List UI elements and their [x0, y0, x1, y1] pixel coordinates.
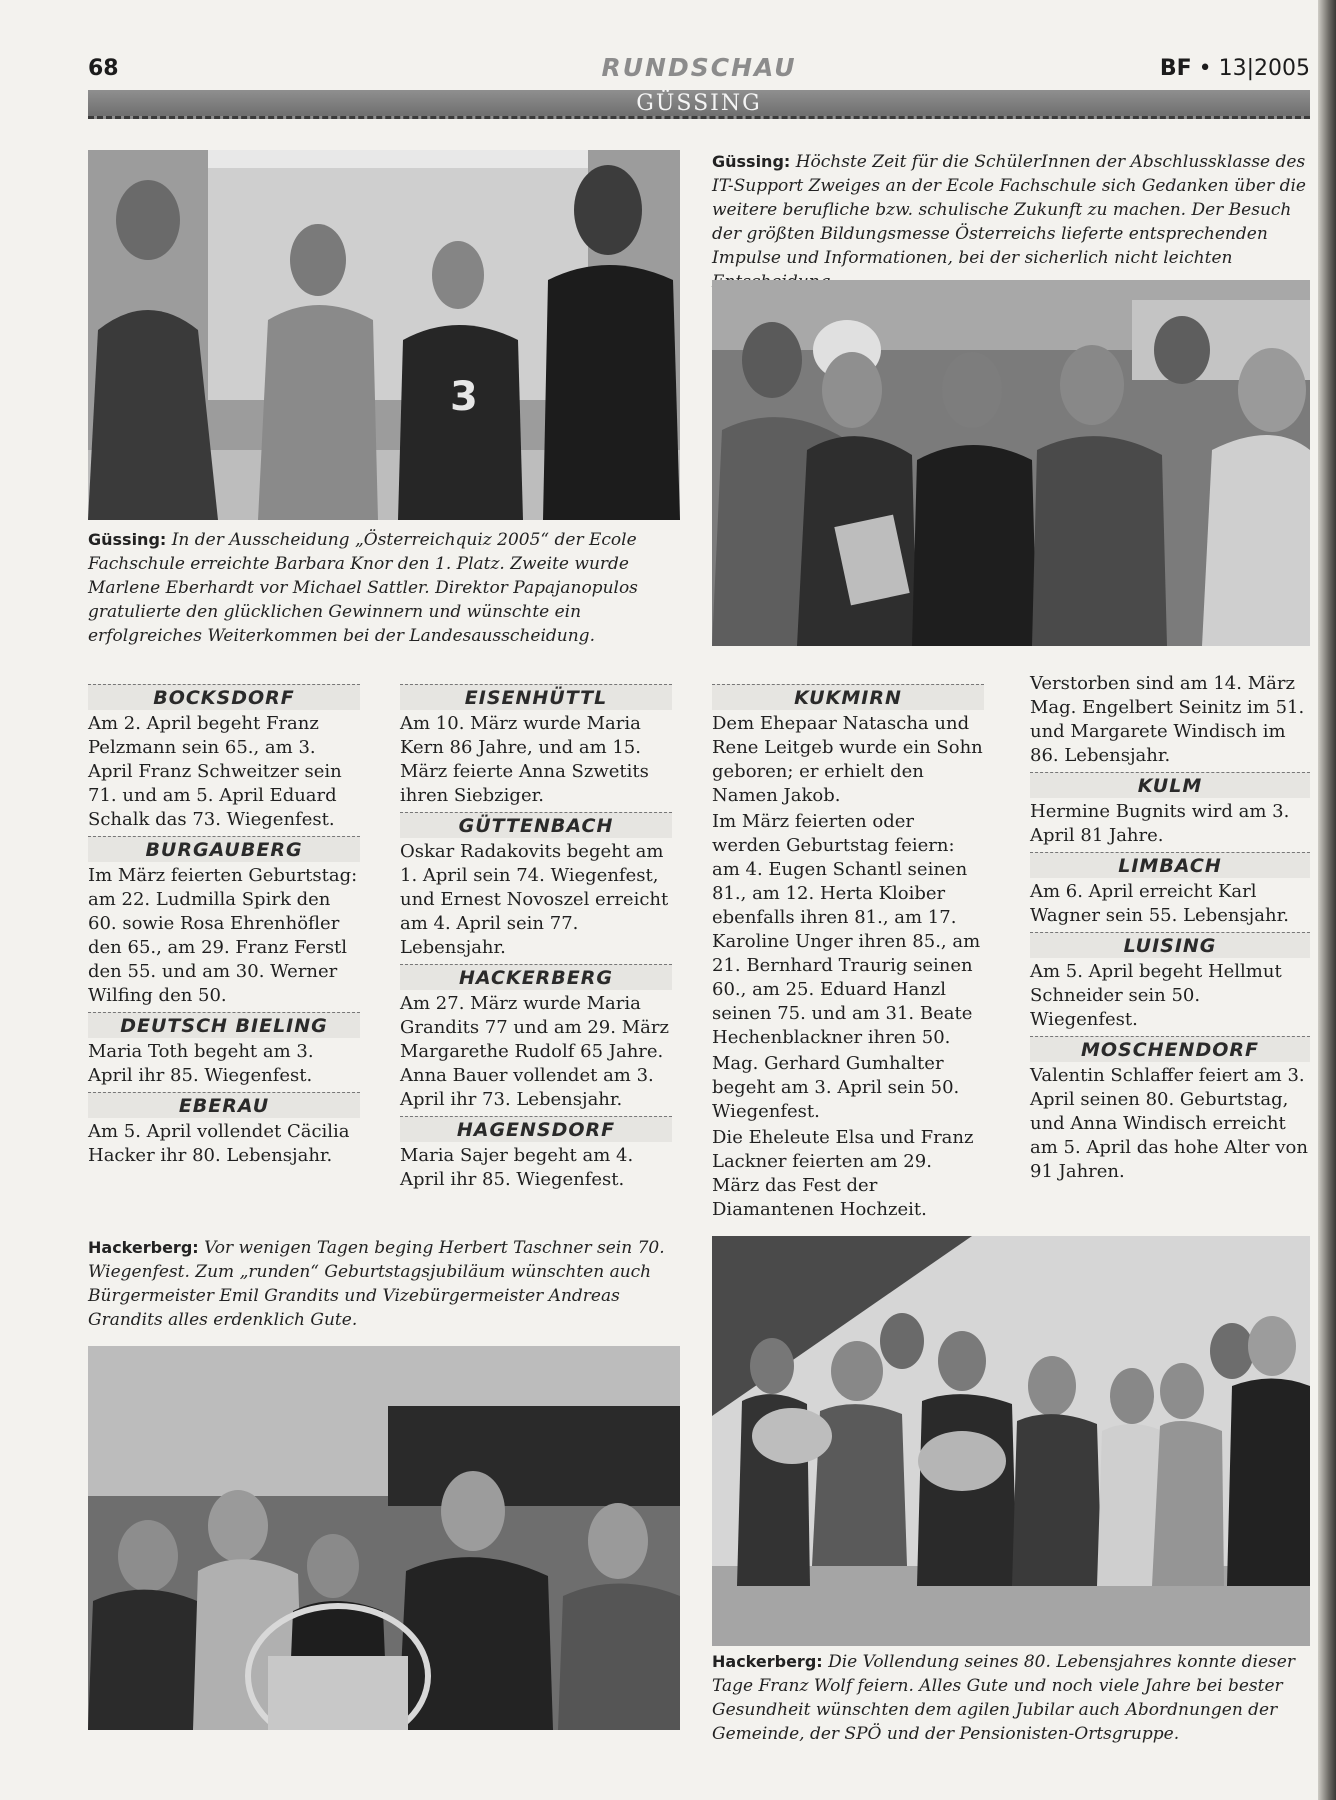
heading-guettenbach: GÜTTENBACH — [400, 812, 672, 838]
heading-eberau: EBERAU — [88, 1092, 360, 1118]
text-bocksdorf: Am 2. April begeht Franz Pelzmann sein 65., am 3. April Franz Schweitzer sein 71. und am 5. April Eduard Schalk das 73. Wiegenfest. — [88, 713, 342, 830]
heading-kukmirn: KUKMIRN — [712, 684, 984, 710]
masthead-title: RUNDSCHAU — [601, 53, 797, 82]
photo-bildungsmesse — [712, 280, 1310, 646]
text-kukmirn-2: Im März feierten oder werden Geburtstag feiern: am 4. Eugen Schantl seinen 81., am 12. Herta Kloiber ebenfalls ihren 81., am 17. Karoline Unger ihren 85., am 21. Bernhard Traurig seinen 60., am 25. Eduard Hanzl seinen 75. und am 31. Beate Hechenblackner ihren 50. — [712, 811, 981, 1048]
text-verstorben: Verstorben sind am 14. März Mag. Engelbert Seinitz im 51. und Margarete Windisch im 86. Lebensjahr. — [1030, 673, 1305, 766]
photo-quiz-winners — [88, 150, 680, 520]
heading-eisenhuettl: EISENHÜTTL — [400, 684, 672, 710]
page-header — [88, 53, 1310, 84]
heading-moschendorf: MOSCHENDORF — [1030, 1036, 1310, 1062]
text-moschendorf: Valentin Schlaffer feiert am 3. April seinen 80. Geburtstag, und Anna Windisch erreicht am 5. April das hohe Alter von 91 Jahren. — [1030, 1065, 1308, 1182]
caption-place: Güssing: — [88, 530, 167, 549]
text-kukmirn-1: Dem Ehepaar Natascha und Rene Leitgeb wurde ein Sohn geboren; er erhielt den Namen Jakob. — [712, 713, 983, 806]
caption-wolf — [712, 1650, 1310, 1746]
caption-taschner — [88, 1236, 680, 1332]
caption-text: Vor wenigen Tagen beging Herbert Taschner sein 70. Wiegenfest. Zum „runden“ Geburtstagsjubiläum wünschten auch Bürgermeister Emil Grandits und Vizebürgermeister Andreas Grandits alles erdenklich Gute. — [88, 1238, 665, 1330]
heading-deutsch-bieling: DEUTSCH BIELING — [88, 1012, 360, 1038]
caption-place: Hackerberg: — [712, 1652, 823, 1671]
column-2 — [400, 680, 672, 1194]
text-kulm: Hermine Bugnits wird am 3. April 81 Jahre. — [1030, 801, 1290, 846]
text-hackerberg: Am 27. März wurde Maria Grandits 77 und am 29. März Margarethe Rudolf 65 Jahre. Anna Bauer vollendet am 3. April ihr 73. Lebensjahr. — [400, 993, 669, 1110]
text-eberau: Am 5. April vollendet Cäcilia Hacker ihr 80. Lebensjahr. — [88, 1121, 350, 1166]
section-title: GÜSSING — [636, 91, 762, 116]
heading-burgauberg: BURGAUBERG — [88, 836, 360, 862]
caption-text: Höchste Zeit für die SchülerInnen der Abschlussklasse des IT-Support Zweiges an der Ecole Fachschule sich Gedanken über die weitere berufliche bzw. schulische Zukunft zu machen. Der Besuch der größten Bildungsmesse Österreichs lieferte entsprechenden Impulse und Informationen, bei der sicherlich nicht leichten — [712, 152, 1306, 268]
caption-bildungsmesse — [712, 150, 1310, 294]
photo-taschner — [88, 1346, 680, 1730]
issue-info — [1160, 56, 1310, 81]
text-kukmirn-3: Mag. Gerhard Gumhalter begeht am 3. April sein 50. Wiegenfest. — [712, 1053, 960, 1122]
heading-hagensdorf: HAGENSDORF — [400, 1116, 672, 1142]
heading-limbach: LIMBACH — [1030, 852, 1310, 878]
text-deutsch-bieling: Maria Toth begeht am 3. April ihr 85. Wiegenfest. — [88, 1041, 314, 1086]
caption-text: In der Ausscheidung „Österreichquiz 2005“ der Ecole Fachschule erreichte Barbara Knor den 1. Platz. Zweite wurde Marlene Eberhardt vor Michael Sattler. Direktor Papajanopulos gratulierte den glücklichen Gewinnern und wünschte ein erfolgreiches Weiterkommen bei der Landesausscheidung. — [88, 530, 638, 646]
text-luising: Am 5. April begeht Hellmut Schneider sein 50. Wiegenfest. — [1030, 961, 1282, 1030]
text-kukmirn-4: Die Eheleute Elsa und Franz Lackner feierten am 29. März das Fest der Diamantenen Hochzeit. — [712, 1127, 974, 1220]
text-burgauberg: Im März feierten Geburtstag: am 22. Ludmilla Spirk den 60. sowie Rosa Ehrenhöfler den 65., am 29. Franz Ferstl den 55. und am 30. Werner Wilfing den 50. — [88, 865, 358, 1006]
heading-kulm: KULM — [1030, 772, 1310, 798]
caption-text: Die Vollendung seines 80. Lebensjahres konnte dieser Tage Franz Wolf feiern. Alles Gute und noch viele Jahre bei bester Gesundheit wünschten dem agilen Jubilar auch Abordnungen der Gemeinde, der SPÖ und der Pensionisten-Ortsgruppe. — [712, 1652, 1295, 1744]
heading-bocksdorf: BOCKSDORF — [88, 684, 360, 710]
column-3 — [712, 680, 984, 1224]
photo-wolf — [712, 1236, 1310, 1646]
column-1 — [88, 680, 360, 1170]
column-4 — [1030, 672, 1310, 1186]
text-hagensdorf: Maria Sajer begeht am 4. April ihr 85. Wiegenfest. — [400, 1145, 634, 1190]
heading-luising: LUISING — [1030, 932, 1310, 958]
caption-place: Güssing: — [712, 152, 791, 171]
section-bar — [88, 90, 1310, 119]
issue-separator: • — [1198, 56, 1212, 81]
paper-name: BF — [1159, 56, 1192, 81]
text-eisenhuettl: Am 10. März wurde Maria Kern 86 Jahre, und am 15. März feierte Anna Szwetits ihren Siebziger. — [400, 713, 649, 806]
heading-hackerberg: HACKERBERG — [400, 964, 672, 990]
text-guettenbach: Oskar Radakovits begeht am 1. April sein 74. Wiegenfest, und Ernest Novoszel erreicht am 4. April sein 77. Lebensjahr. — [400, 841, 669, 958]
page-number: 68 — [88, 56, 119, 81]
svg-text:3: 3 — [450, 374, 478, 420]
text-limbach: Am 6. April erreicht Karl Wagner sein 55. Lebensjahr. — [1030, 881, 1289, 926]
caption-quiz — [88, 528, 680, 648]
issue-number: 13|2005 — [1218, 56, 1310, 81]
caption-place: Hackerberg: — [88, 1238, 199, 1257]
page-binding-edge — [1318, 0, 1336, 1800]
